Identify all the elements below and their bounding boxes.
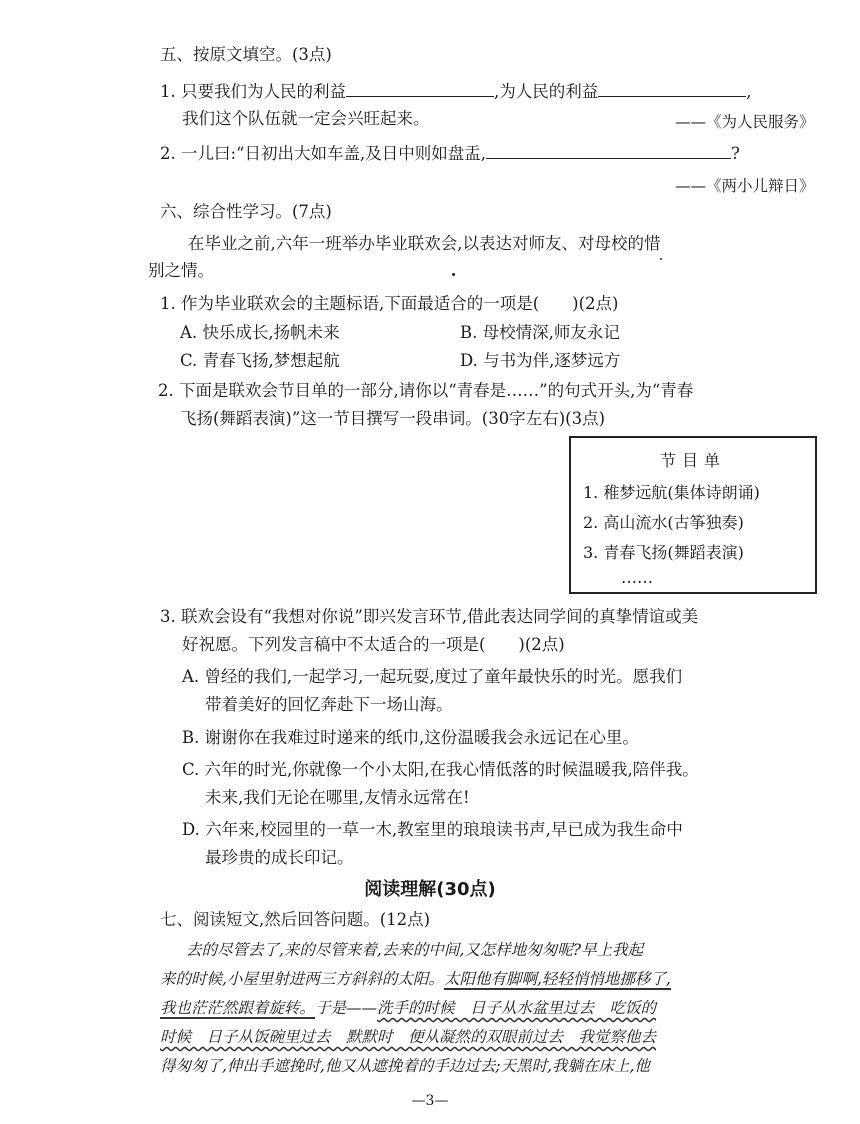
program-list-box: [569, 436, 817, 594]
question5-2: [160, 142, 740, 165]
option-d: D. 六年来,校园里的一草一木,教室里的琅琅读书声,早已成为我生命中: [182, 820, 683, 839]
program-item-ellipsis: ……: [621, 568, 653, 587]
question6-3-continued: 好祝愿。下列发言稿中不太适合的一项是( )(2点): [182, 635, 565, 654]
wavy-underlined-sentence: 洗手的时候 日子从水盆里过去 吃饭的: [377, 999, 657, 1017]
wavy-underlined-sentence: 时候 日子从饭碗里过去 默默时 便从凝然的双眼前过去 我觉察他去: [160, 1028, 657, 1046]
question6-1: 1. 作为毕业联欢会的主题标语,下面最适合的一项是( )(2点): [160, 294, 619, 313]
section6-title: 六、综合性学习。(7点): [160, 202, 332, 221]
option-b: B. 母校情深,师友永记: [460, 323, 620, 342]
passage-line: [160, 968, 671, 990]
q5-1-continuation: 我们这个队伍就一定会兴旺起来。: [182, 109, 430, 128]
option-d: D. 与书为伴,逐梦远方: [460, 351, 621, 370]
speck: [452, 273, 455, 276]
section6-intro-continued: 别之情。: [148, 261, 214, 280]
answer-blank[interactable]: [486, 142, 731, 159]
program-list-title: 节目单: [659, 451, 726, 470]
page-number: —3—: [411, 1093, 449, 1109]
speck: [660, 258, 662, 260]
section7-title: 七、阅读短文,然后回答问题。(12点): [160, 910, 431, 929]
source-citation: ——《为人民服务》: [675, 113, 815, 131]
q5-2-text-b: ?: [730, 144, 740, 163]
passage-text: 于是——: [315, 999, 378, 1017]
section5-title: 五、按原文填空。(3点): [160, 45, 332, 64]
passage-text: 来的时候,小屋里射进两三方斜斜的太阳。: [160, 970, 444, 988]
q5-1-text-b: ,为人民的利益: [494, 82, 599, 101]
option-b: B. 谢谢你在我难过时递来的纸巾,这份温暖我会永远记在心里。: [182, 728, 639, 747]
program-item: 1. 稚梦远航(集体诗朗诵): [583, 483, 760, 502]
option-c: C. 六年的时光,你就像一个小太阳,在我心情低落的时候温暖我,陪伴我。: [182, 760, 699, 779]
question6-2: 2. 下面是联欢会节目单的一部分,请你以“青春是……”的句式开头,为“青春: [158, 381, 694, 400]
option-a: A. 快乐成长,扬帆未来: [180, 323, 340, 342]
option-c: C. 青春飞扬,梦想起航: [180, 351, 340, 370]
option-a: A. 曾经的我们,一起学习,一起玩耍,度过了童年最快乐的时光。愿我们: [182, 667, 683, 686]
underlined-sentence: 太阳他有脚啊,轻轻悄悄地挪移了,: [443, 970, 671, 988]
q5-1-text-a: 1. 只要我们为人民的利益: [160, 82, 346, 101]
q5-2-text-a: 2. 一儿曰:“日初出大如车盖,及日中则如盘盂,: [160, 144, 486, 163]
program-item: 2. 高山流水(古筝独奏): [583, 513, 744, 532]
section6-intro: 在毕业之前,六年一班举办毕业联欢会,以表达对师友、对母校的惜: [188, 234, 661, 253]
question6-2-continued: 飞扬(舞蹈表演)”这一节目撰写一段串词。(30字左右)(3点): [180, 409, 606, 428]
option-c-continued: 未来,我们无论在哪里,友情永远常在!: [205, 788, 470, 807]
passage-line: [160, 997, 656, 1019]
underlined-sentence: 我也茫茫然跟着旋转。: [160, 999, 316, 1017]
answer-blank[interactable]: [598, 80, 746, 97]
q5-1-text-c: ,: [746, 82, 752, 101]
question6-3: 3. 联欢会设有“我想对你说”即兴发言环节,借此表达同学间的真挚情谊或美: [160, 607, 699, 626]
source-citation: ——《两小儿辩日》: [675, 177, 815, 195]
passage-line: 去的尽管去了,来的尽管来着,去来的中间,又怎样地匆匆呢?早上我起: [186, 941, 644, 959]
option-d-continued: 最珍贵的成长印记。: [205, 848, 354, 867]
option-a-continued: 带着美好的回忆奔赴下一场山海。: [205, 695, 453, 714]
program-item: 3. 青春飞扬(舞蹈表演): [583, 543, 744, 562]
reading-heading: 阅读理解(30点): [364, 879, 496, 900]
question5-1: [160, 80, 752, 103]
passage-line: 得匆匆了,伸出手遮挽时,他又从遮挽着的手边过去;天黑时,我躺在床上,他: [160, 1057, 650, 1075]
answer-blank[interactable]: [346, 80, 494, 97]
passage-line: [160, 1026, 656, 1048]
